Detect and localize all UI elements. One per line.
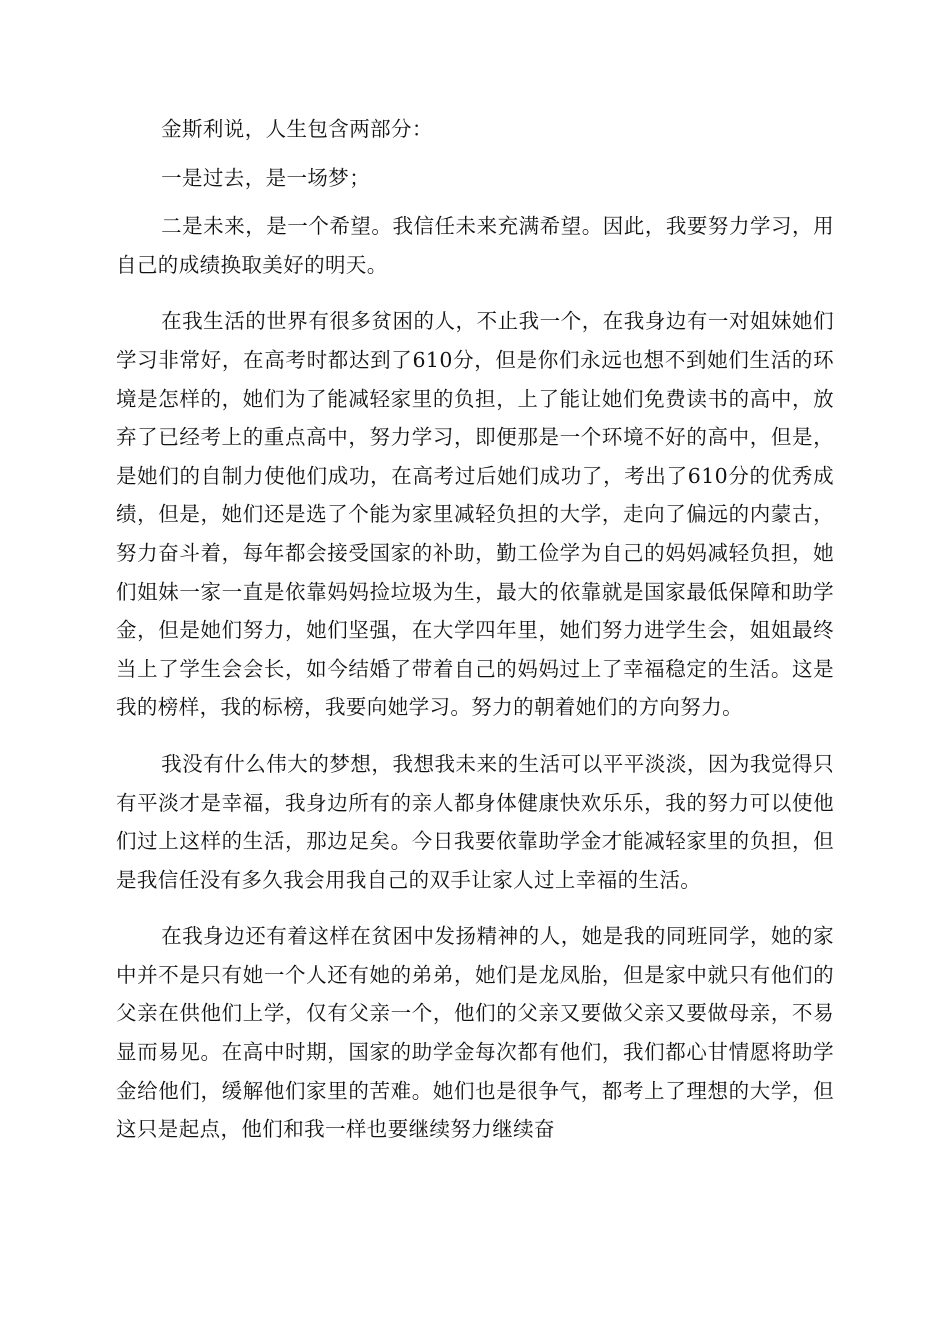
paragraph-3: 二是未来，是一个希望。我信任未来充满希望。因此，我要努力学习，用自己的成绩换取美好的明天。 [116, 214, 834, 277]
paragraph-2: 一是过去，是一场梦； [161, 165, 371, 190]
paragraph-6: 在我身边还有着这样在贫困中发扬精神的人，她是我的同班同学，她的家中并不是只有她一个人还有她的弟弟，她们是龙凤胎，但是家中就只有他们的父亲在供他们上学，仅有父亲一个，他们的父亲又要做父亲又要做母亲，不易显而易见。在高中时期，国家的助学金每次都有他们，我们都心甘情愿将助学金给他们，缓解他们家里的苦难。她们也是很争气，都考上了理想的大学，但这只是起点，他们和我一样也要继续努力继续奋 [116, 924, 834, 1142]
paragraph-4: 在我生活的世界有很多贫困的人，不止我一个，在我身边有一对姐妹她们学习非常好，在高考时都达到了610分，但是你们永远也想不到她们生活的环境是怎样的，她们为了能减轻家里的负担，上了能让她们免费读书的高中，放弃了已经考上的重点高中，努力学习，即便那是一个环境不好的高中，但是，是她们的自制力使他们成功，在高考过后她们成功了，考出了610分的优秀成绩，但是，她们还是选了个能为家里减轻负担的大学，走向了偏远的内蒙古，努力奋斗着，每年都会接受国家的补助，勤工俭学为自己的妈妈减轻负担，她们姐妹一家一直是依靠妈妈捡垃圾为生，最大的依靠就是国家最低保障和助学金，但是她们努力，她们坚强，在大学四年里，她们努力进学生会，姐姐最终当上了学生会会长，如今结婚了带着自己的妈妈过上了幸福稳定的生活。这是我的榜样，我的标榜，我要向她学习。努力的朝着她们的方向努力。 [116, 309, 834, 720]
paragraph-1: 金斯利说，人生包含两部分： [161, 117, 433, 141]
paragraph-5: 我没有什么伟大的梦想，我想我未来的生活可以平平淡淡，因为我觉得只有平淡才是幸福，我身边所有的亲人都身体健康快欢乐乐，我的努力可以使他们过上这样的生活，那边足矣。今日我要依靠助学金才能减轻家里的负担，但是我信任没有多久我会用我自己的双手让家人过上幸福的生活。 [116, 751, 834, 892]
document-page [116, 110, 834, 1149]
